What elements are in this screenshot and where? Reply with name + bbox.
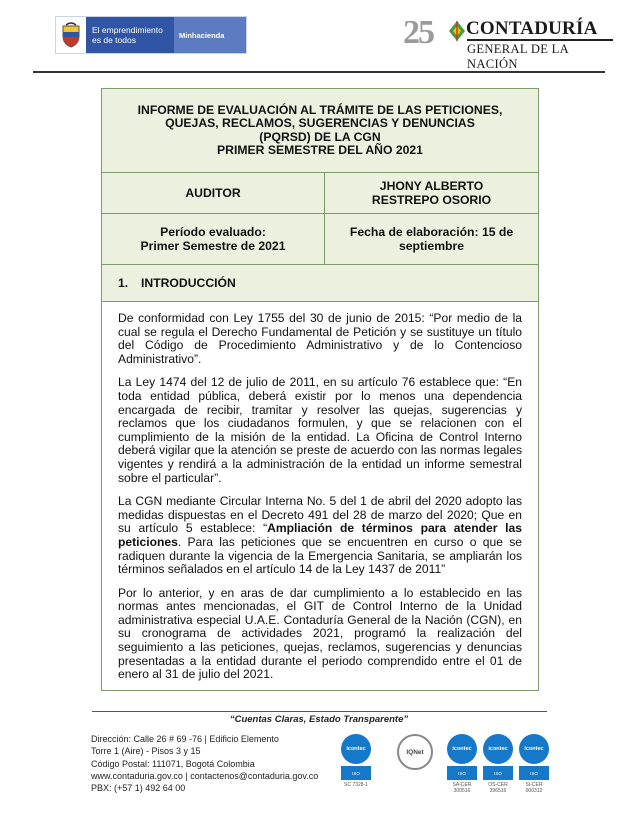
logo-tagline: El emprendimiento es de todos (86, 17, 174, 53)
iqnet-icon: IQNet (397, 734, 433, 770)
iqnet-cert-logo (397, 734, 435, 786)
address-line: PBX: (+57 1) 492 64 00 (91, 783, 186, 794)
cert-label: ISO (519, 766, 549, 780)
icontec-icon: icontec (341, 734, 371, 764)
cert-label: ISO (483, 766, 513, 780)
period-label: Período evaluado: (160, 224, 266, 239)
paragraph (118, 495, 522, 577)
paragraph-text: La CGN mediante Circular Interna No. 5 del 1 de abril del 2020 adopto las medidas dispuestas en el Decreto 491 del 28 de marzo del 2020; Que en su artículo 5 establece: “ (118, 494, 522, 536)
period-cell (102, 214, 325, 265)
auditor-label: AUDITOR (102, 173, 325, 214)
paragraph: Por lo anterior, y en aras de dar cumplimiento a lo establecido en las normas antes mencionadas, el GIT de Control Interno de la Unidad administrativa especial U.A.E. Contaduría General de la Nación (CGN), en su cronograma de actividades 2021, programó la realización del seguimiento a las peticiones, quejas, reclamos, sugerencias y denuncias presentadas a la entidad durante el periodo comprendido entre el 01 de enero al 31 de julio del 2021. (118, 585, 522, 682)
cgn-logo (403, 14, 613, 71)
cert-code: SA-CER 300516 (452, 782, 472, 794)
section-title: INTRODUCCIÓN (141, 276, 236, 290)
title-line: PRIMER SEMESTRE DEL AÑO 2021 (217, 143, 423, 157)
date-label: Fecha de elaboración: 15 de septiembre (349, 224, 514, 253)
icontec-cert-logo (340, 734, 372, 788)
logo-ministry: Minhacienda (174, 17, 246, 53)
icontec-cert-logo (446, 734, 478, 794)
section-number: 1. (118, 276, 129, 290)
address-line: www.contaduria.gov.co | contactenos@contaduria.gov.co (91, 770, 319, 781)
title-line: (PQRSD) DE LA CGN (259, 129, 381, 144)
cgn-title: CONTADURÍA (466, 18, 598, 39)
section-heading (102, 265, 539, 302)
icontec-icon: icontec (519, 734, 549, 764)
cert-label: ISO (341, 766, 371, 780)
auditor-name-text: JHONY ALBERTO RESTREPO OSORIO (371, 178, 492, 207)
auditor-name (325, 173, 539, 214)
report-title (102, 89, 539, 173)
icontec-cert-logo (518, 734, 550, 794)
icontec-cert-logo (482, 734, 514, 794)
colombia-crest-icon (56, 17, 86, 53)
introduction-body (102, 302, 539, 691)
paragraph-bold: Ampliación de términos para atender las peticiones (118, 521, 522, 549)
cgn-subtitle: GENERAL DE LA NACIÓN (467, 39, 613, 72)
address-line: Torre 1 (Aire) - Pisos 3 y 15 (91, 746, 201, 757)
cert-code: SI-CER 000312 (525, 782, 543, 794)
report-table (101, 88, 539, 691)
title-line: INFORME DE EVALUACIÓN AL TRÁMITE DE LAS PETICIONES, (137, 102, 503, 117)
period-value: Primer Semestre de 2021 (140, 239, 286, 253)
address-line: Código Postal: 111071, Bogotá Colombia (91, 758, 255, 769)
paragraph: De conformidad con Ley 1755 del 30 de junio de 2015: “Por medio de la cual se regula el Derecho Fundamental de Petición y se sustituye un título del Código de Procedimiento Administrativo y de lo Contencioso Administrativo”. (118, 311, 522, 366)
certification-logos (340, 734, 552, 804)
mintic-logo (55, 16, 247, 54)
paragraph-text: . Para las peticiones que se encuentren en curso o que se radiquen durante la vigencia de la Emergencia Sanitaria, se ampliarán los términos señalados en el artículo 14 de la Ley 1437 de 2011” (118, 534, 522, 577)
footer-divider (92, 711, 547, 712)
cert-code: SC 7328-1 (344, 782, 368, 788)
icontec-icon: icontec (483, 734, 513, 764)
paragraph: La Ley 1474 del 12 de julio de 2011, en su artículo 76 establece que: “En toda entidad pública, deberá existir por lo menos una dependencia encargada de recibir, tramitar y resolver las quejas, sugerencias y reclamos que los ciudadanos formulen, y que se relacionen con el cumplimiento de la misión de la entidad. La Oficina de Control Interno deberá vigilar que la atención se preste de acuerdo con las normas legales vigentes y rendirá a la administración de la entidad un informe semestral sobre el particular”. (118, 375, 522, 485)
cert-label: ISO (447, 766, 477, 780)
header-divider (33, 71, 605, 73)
icontec-icon: icontec (447, 734, 477, 764)
footer-motto: “Cuentas Claras, Estado Transparente” (229, 714, 409, 725)
address-line: Dirección: Calle 26 # 69 -76 | Edificio Elemento (91, 734, 279, 744)
cert-code: OS-CER 396516 (488, 782, 508, 794)
leaf-icon (448, 20, 466, 47)
title-line: QUEJAS, RECLAMOS, SUGERENCIAS Y DENUNCIAS (165, 116, 475, 130)
date-cell (325, 214, 539, 265)
footer-address (91, 733, 318, 794)
anniversary-number: 25 (403, 14, 433, 51)
